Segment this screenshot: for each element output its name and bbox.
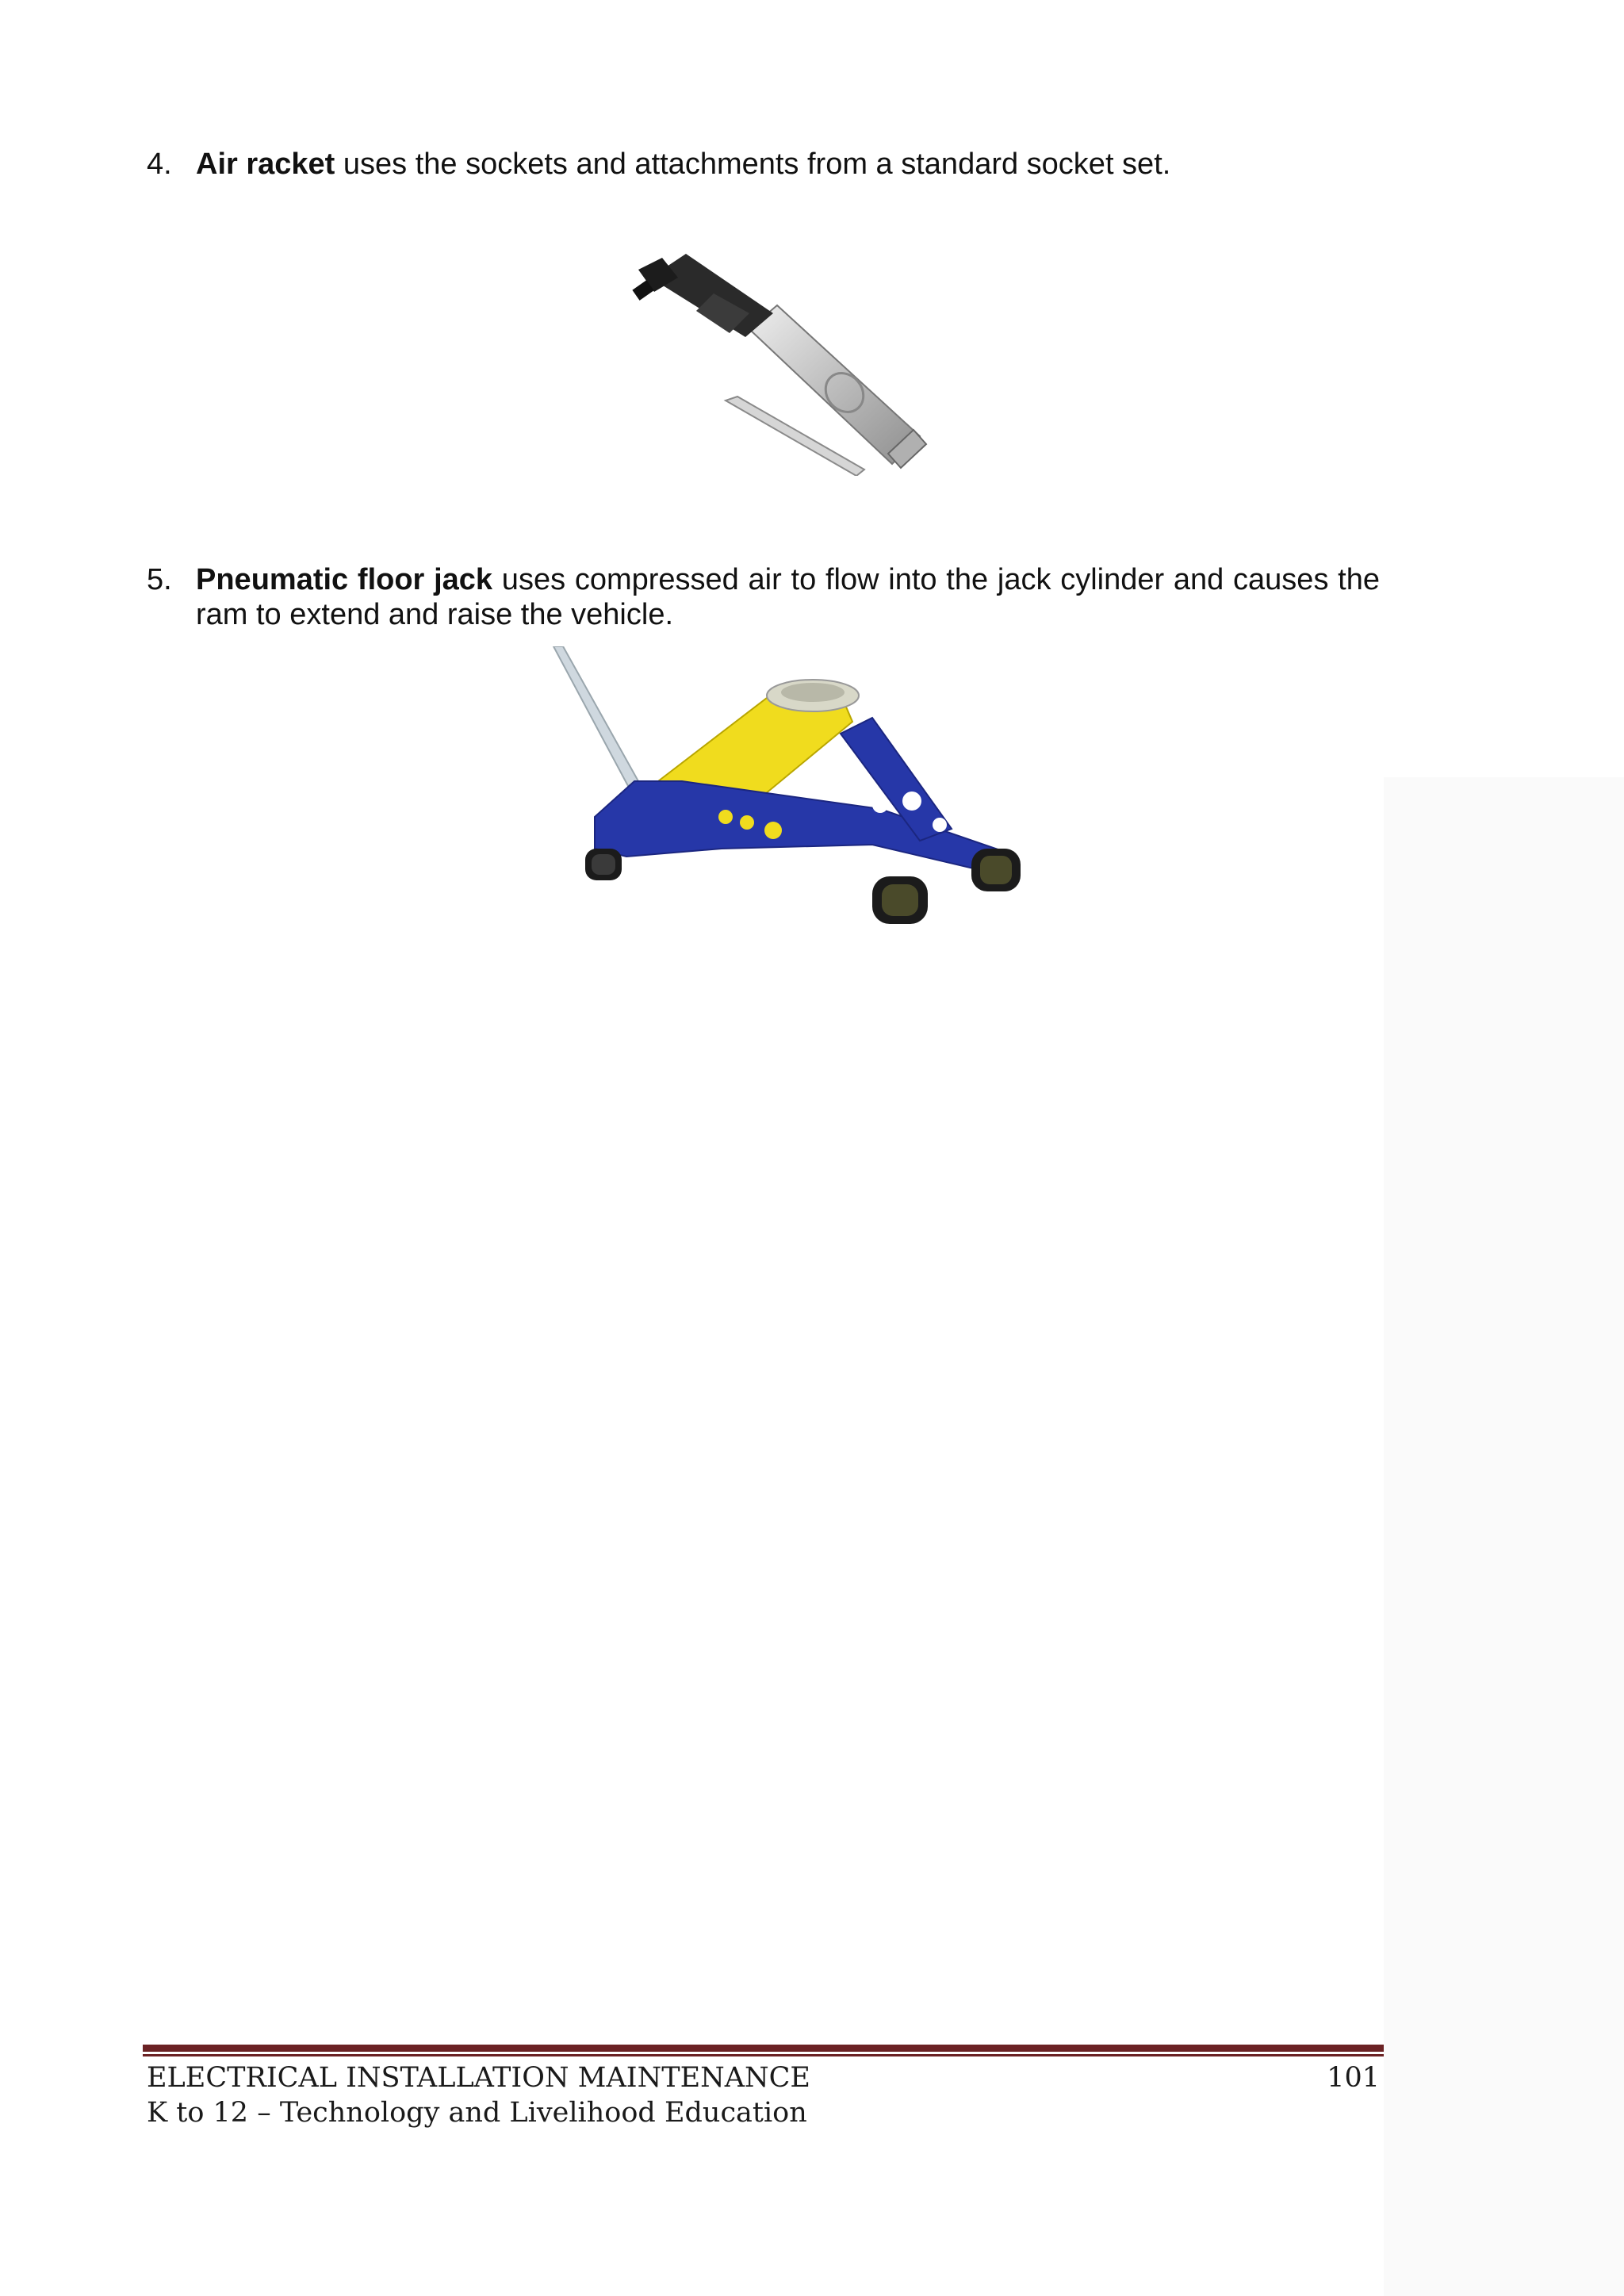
page-shade [1384, 777, 1624, 2296]
item-text [196, 562, 1380, 632]
item-term: Pneumatic floor jack [196, 563, 493, 596]
item-number: 5. [147, 563, 172, 596]
floor-jack-image [539, 646, 1047, 940]
footer-rule [143, 2045, 1384, 2052]
item-description: uses the sockets and attachments from a standard socket set. [335, 148, 1171, 181]
air-ratchet-image [611, 238, 944, 476]
item-number: 4. [147, 148, 172, 181]
footer-title: ELECTRICAL INSTALLATION MAINTENANCE [147, 2062, 810, 2094]
item-description: uses compressed air to flow into the jack cylinder and causes the ram to extend and raise the vehicle. [196, 563, 1381, 631]
item-text [196, 147, 1380, 182]
list-item [147, 562, 1380, 632]
item-term: Air racket [196, 148, 335, 181]
footer-subtitle: K to 12 – Technology and Livelihood Education [147, 2097, 807, 2129]
list-item [147, 147, 1380, 182]
footer-rule-thin [143, 2054, 1384, 2056]
page-number: 101 [1327, 2062, 1380, 2094]
